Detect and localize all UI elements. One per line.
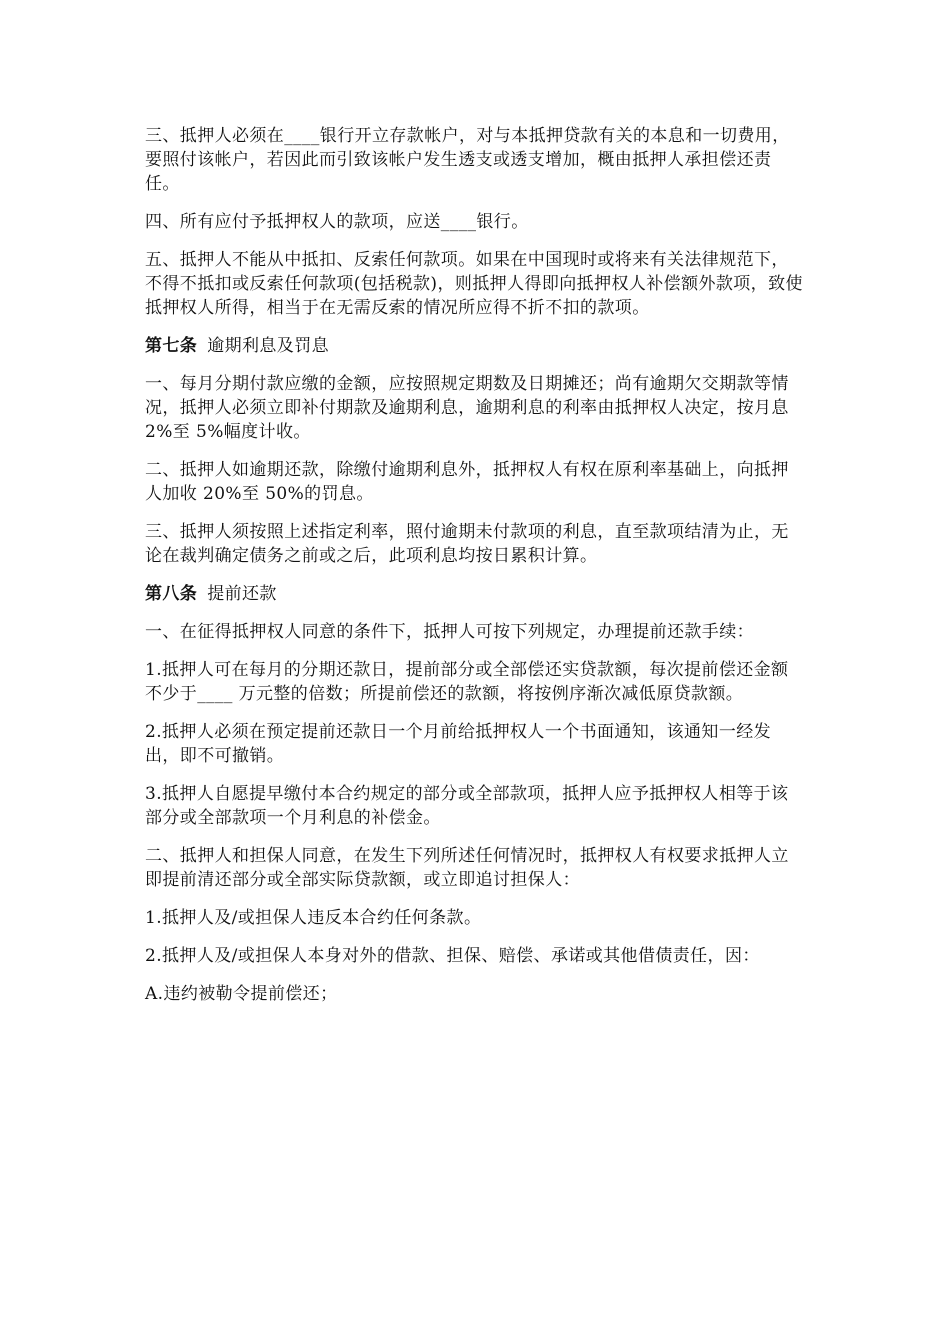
paragraph: 四、所有应付予抵押权人的款项，应送____银行。 — [145, 212, 529, 232]
article-number: 第七条 — [145, 336, 198, 356]
paragraph: A.违约被勒令提前偿还； — [145, 984, 338, 1004]
paragraph: 三、抵押人须按照上述指定利率，照付逾期未付款项的利息，直至款项结清为止，无论在裁判确定债务之前或之后，此项利息均按日累积计算。 — [145, 522, 789, 566]
article-title: 提前还款 — [207, 584, 277, 604]
paragraph: 一、每月分期付款应缴的金额，应按照规定期数及日期摊还；尚有逾期欠交期款等情况，抵押人必须立即补付期款及逾期利息，逾期利息的利率由抵押权人决定，按月息 2%至 5%幅度计收。 — [145, 374, 789, 442]
paragraph: 三、抵押人必须在____银行开立存款帐户，对与本抵押贷款有关的本息和一切费用，要照付该帐户，若因此而引致该帐户发生透支或透支增加，概由抵押人承担偿还责任。 — [145, 126, 790, 194]
document-page — [145, 124, 805, 1020]
paragraph: 3.抵押人自愿提早缴付本合约规定的部分或全部款项，抵押人应予抵押权人相等于该部分或全部款项一个月利息的补偿金。 — [145, 784, 789, 828]
paragraph: 2.抵押人及/或担保人本身对外的借款、担保、赔偿、承诺或其他借债责任，因： — [145, 946, 760, 966]
paragraph: 二、抵押人如逾期还款，除缴付逾期利息外，抵押权人有权在原利率基础上，向抵押人加收 20%至 50%的罚息。 — [145, 460, 789, 504]
paragraph: 1.抵押人及/或担保人违反本合约任何条款。 — [145, 908, 482, 928]
article-8-heading — [145, 582, 805, 606]
paragraph: 2.抵押人必须在预定提前还款日一个月前给抵押权人一个书面通知，该通知一经发出，即不可撤销。 — [145, 722, 772, 766]
article-title: 逾期利息及罚息 — [207, 336, 330, 356]
paragraph: 一、在征得抵押权人同意的条件下，抵押人可按下列规定，办理提前还款手续： — [145, 622, 754, 642]
article-number: 第八条 — [145, 584, 198, 604]
paragraph: 1.抵押人可在每月的分期还款日，提前部分或全部偿还实贷款额，每次提前偿还金额不少于____ 万元整的倍数；所提前偿还的款额，将按例序渐次减低原贷款额。 — [145, 660, 789, 704]
paragraph: 五、抵押人不能从中抵扣、反索任何款项。如果在中国现时或将来有关法律规范下，不得不抵扣或反索任何款项(包括税款)，则抵押人得即向抵押权人补偿额外款项，致使抵押权人所得，相当于在无需反索的情况所应得不折不扣的款项。 — [145, 250, 803, 318]
paragraph: 二、抵押人和担保人同意，在发生下列所述任何情况时，抵押权人有权要求抵押人立即提前清还部分或全部实际贷款额，或立即追讨担保人： — [145, 846, 789, 890]
article-7-heading — [145, 334, 805, 358]
